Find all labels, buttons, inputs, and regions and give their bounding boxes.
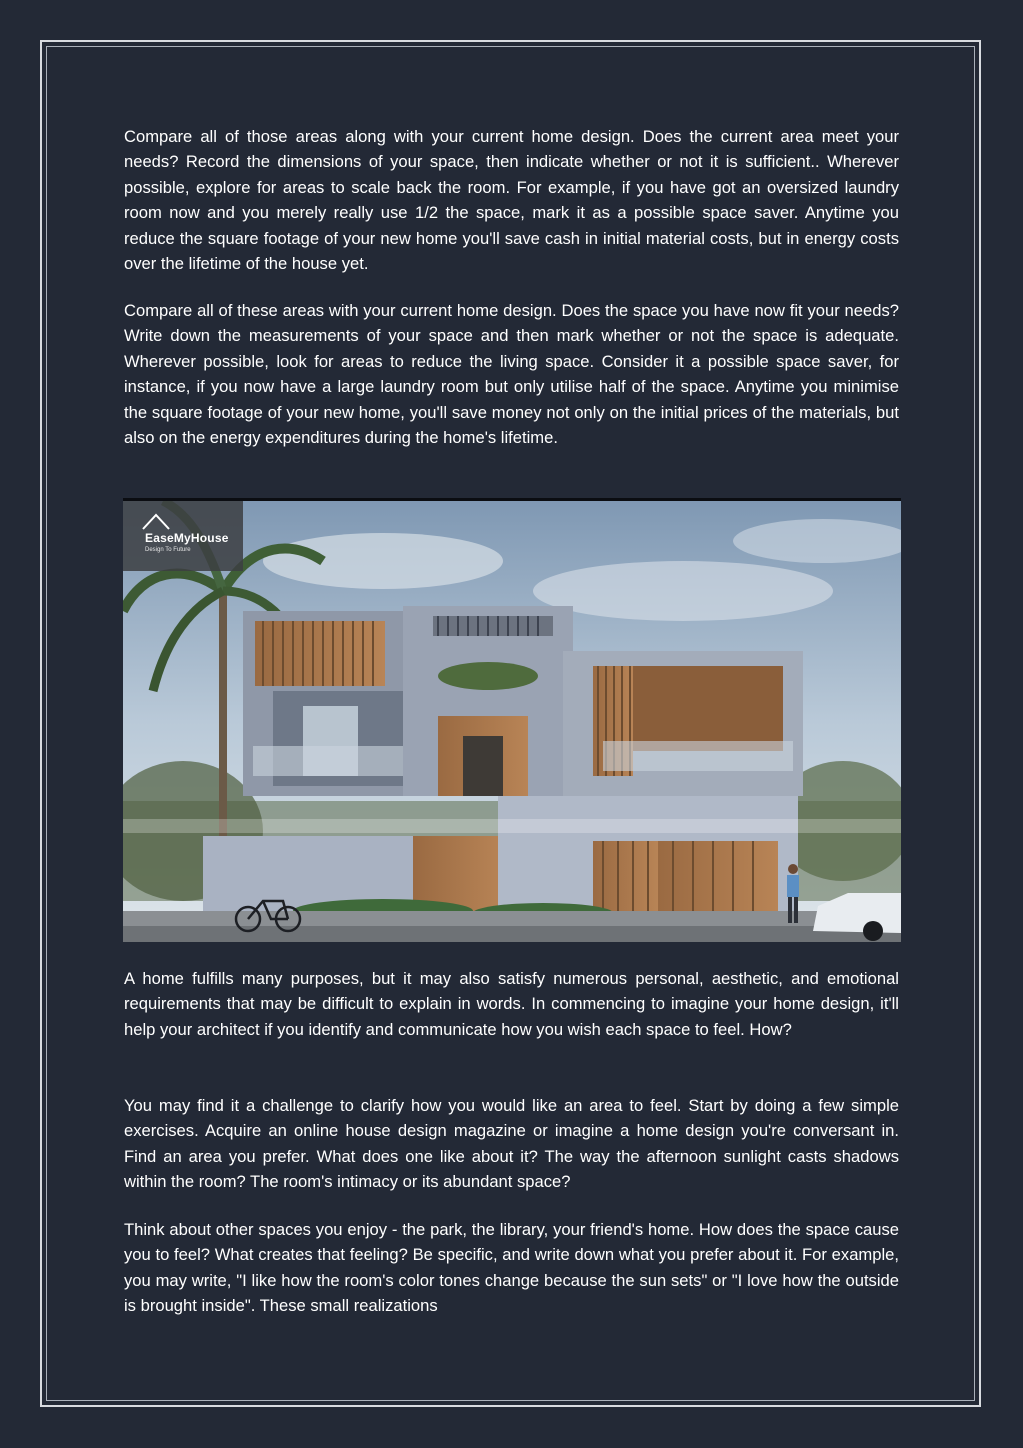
logo-tagline: Design To Future bbox=[145, 547, 191, 553]
logo-badge bbox=[123, 501, 243, 571]
paragraph-5: Think about other spaces you enjoy - the park, the library, your friend's home. How does the space cause you to feel? What creates that feeling? Be specific, and write down what you prefer about it. For example, you may write, "I like how the room's color tones change because the sun sets" or "I love how the outside is brought inside". These small realizations bbox=[124, 1220, 899, 1316]
paragraph-1: Compare all of those areas along with your current home design. Does the current area meet your needs? Record the dimensions of your space, then indicate whether or not it is sufficient.. Wherever possible, explore for areas to scale back the room. For example, if you have got an oversized laundry room now and you merely really use 1/2 the space, mark it as a possible space saver. Anytime you reduce the square footage of your new home you'll save cash in initial material costs, but in energy costs over the lifetime of the house yet. bbox=[124, 127, 899, 274]
paragraph-2: Compare all of these areas with your current home design. Does the space you have now fit your needs? Write down the measurements of your space and then mark whether or not the space is adequate. Wherever possible, look for areas to reduce the living space. Consider it a possible space saver, for instance, if you now have a large laundry room but only utilise half of the space. Anytime you minimise the square footage of your new home, you'll save money not only on the initial prices of the materials, but also on the energy expenditures during the home's lifetime. bbox=[124, 301, 899, 448]
logo-name: EaseMyHouse bbox=[145, 531, 229, 545]
paragraph-4: You may find it a challenge to clarify how you would like an area to feel. Start by doing a few simple exercises. Acquire an online house design magazine or imagine a home design you're conversant in. Find an area you prefer. What does one like about it? The way the afternoon sunlight casts shadows within the room? The room's intimacy or its abundant space? bbox=[124, 1096, 899, 1192]
house-rendering-image bbox=[123, 498, 901, 942]
house-roof-icon bbox=[141, 511, 171, 531]
paragraph-3: A home fulfills many purposes, but it may also satisfy numerous personal, aesthetic, and emotional requirements that may be difficult to explain in words. In commencing to imagine your home design, it'll help your architect if you identify and communicate how you wish each space to feel. How? bbox=[124, 969, 899, 1039]
